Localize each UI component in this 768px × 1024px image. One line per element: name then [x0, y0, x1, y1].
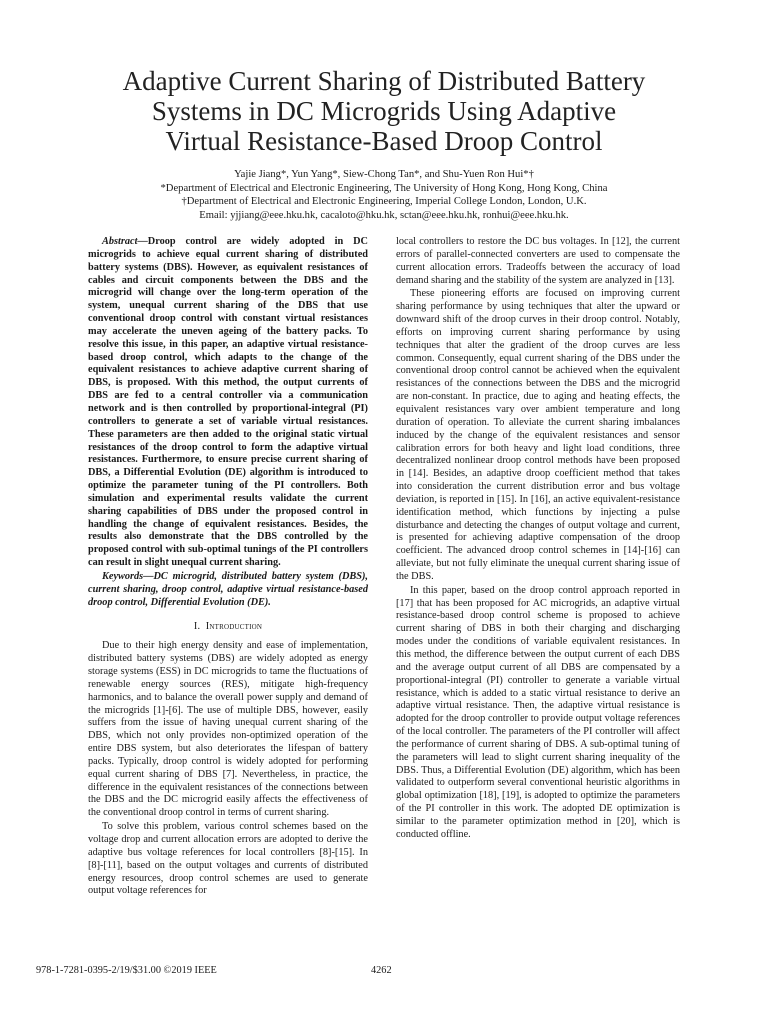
right-column [396, 236, 680, 843]
title-line: Adaptive Current Sharing of Distributed Battery [122, 66, 646, 96]
left-column [88, 236, 368, 899]
section-heading [88, 621, 368, 634]
section-title: Introduction [205, 621, 263, 633]
affiliation-imperial: †Department of Electrical and Electronic Engineering, Imperial College London, London, U.K. [181, 196, 587, 207]
body-paragraph: These pioneering efforts are focused on improving current sharing performance by using techniques that alter the upward or downward shift of the droop curves in their droop control. Notably, efforts on improving current sharing performance by using techniques that alter the gradient of the droop curves are less common. Consequently, equal current sharing of the DBS under the conventional droop control cannot be achieved when the equivalent resistances of the connections between the DBS and the microgrid are non-constant. In practice, due to aging and heating effects, the equivalent resistances vary over ambient temperature and long duration of operation. To alleviate the current sharing imbalances induced by the change of the equivalent resistances and sensor calibration errors for both heavy and light load conditions, three decentralized nonlinear droop control methods have been proposed in [14]. Besides, an adaptive droop coefficient method that takes into consideration the current distribution error and bus voltage deviation, is reported in [15]. In [16], an active equivalent-resistance identification method, which functions by injecting a pulse disturbance and detecting the changes of output voltage and current, is presented for achieving adaptive compensation of the droop coefficient. The advanced droop control schemes in [14]-[16] can alleviate, but not fully eliminate the unequal current sharing issue of the DBS. [396, 288, 680, 582]
affiliation-hku: *Department of Electrical and Electronic Engineering, The University of Hong Kong, Hong Kong, China [160, 182, 608, 194]
section-number: I. [193, 621, 201, 633]
keywords: Keywords—DC microgrid, distributed battery system (DBS), current sharing, droop control, adaptive virtual resistance-based droop control, Differential Evolution (DE). [88, 570, 368, 608]
abstract-lead: Abstract— [102, 236, 148, 247]
title-line: Virtual Resistance-Based Droop Control [165, 126, 603, 156]
body-paragraph: In this paper, based on the droop control approach reported in [17] that has been proposed for AC microgrids, an adaptive virtual resistance-based droop control scheme is proposed to achieve current sharing of DBS in both their charging and discharging modes under the conditions of variable equivalent resistances. In this method, the difference between the output current of each DBS and the average output current of all DBS are compensated by a proportional-integral (PI) controller to generate a variable virtual resistance, which is added to a static virtual resistance to derive an adaptive virtual resistance. Then, the adaptive virtual resistance is adopted for the droop controller to provide output voltage references of the local controller. The parameters of the PI controller will affect the performance of current sharing of DBS. A sub-optimal tuning of the parameters will lead to slight current sharing inequality of the DBS. Thus, a Differential Evolution (DE) algorithm, which has been validated to outperform several conventional heuristic algorithms in global optimization [18], [19], is adopted to optimize the parameters of the PI controller in this work. The adopted DE optimization is similar to the parameter optimization method in [20], which is conducted offline. [396, 584, 680, 840]
author-block [40, 168, 728, 222]
abstract [88, 236, 368, 570]
intro-paragraph: To solve this problem, various control schemes based on the voltage drop and current allocation errors are adopted to derive the adaptive bus voltage references for local controllers [8]-[15]. In [8]-[11], based on the output voltages and currents of distributed energy resources, droop control schemes are used to generate output voltage references for [88, 821, 368, 897]
abstract-body: Droop control are widely adopted in DC microgrids to achieve equal current sharing of distributed battery systems (DBS). However, as equivalent resistances of cables and circuit components between the DBS and the microgrid will change over the long-term operation of the system, unequal current sharing of the DBS that use conventional droop control with constant virtual resistances may accelerate the uneven ageing of the battery packs. To resolve this issue, in this paper, an adaptive virtual resistance-based droop control, which adapts to the change of the equivalent resistances to achieve adaptive current sharing of DBS, is proposed. With this method, the output currents of DBS are fed to a central controller via a communication network and is then controlled by proportional-integral (PI) controllers to generate a set of variable virtual resistances. These parameters are then added to the original static virtual resistances of the droop control to form the adaptive virtual resistances. Furthermore, to ensure precise current sharing of DBS, a Differential Evolution (DE) algorithm is introduced to optimize the parameter tuning of the PI controllers. Both simulation and experimental results validate the current sharing capabilities of DBS under the proposed control in handling the change of equivalent resistances. Besides, the results also demonstrate that the DBS controlled by the proposed control with sub-optimal tunings of the PI controllers can result in slight unequal current sharing. [88, 236, 368, 569]
footer-copyright: 978-1-7281-0395-2/19/$31.00 ©2019 IEEE [36, 965, 217, 976]
body-paragraph: local controllers to restore the DC bus voltages. In [12], the current errors of parallel-connected converters are used to compensate the current allocation errors. Tradeoffs between the accuracy of load demand sharing and the stability of the system are analyzed in [13]. [396, 236, 680, 286]
paper-title [40, 66, 728, 156]
page-number: 4262 [371, 965, 392, 976]
intro-paragraph: Due to their high energy density and ease of implementation, distributed battery systems (DBS) are widely adopted as energy storage systems (ESS) in DC microgrids to tame the fluctuations of renewable energy sources (RES), mitigate high-frequency harmonics, and to balance the overall power supply and demand of the microgrids [1]-[6]. The use of multiple DBS, however, easily suffers from the issue of having unequal current sharing of the DBS, which not only provides non-optimized operation of the entire DBS system, but also deteriorates the lifespan of battery packs. Typically, droop control is widely adopted for performing equal current sharing of DBS [7]. Nevertheless, in practice, the difference in the equivalent resistances of the connections between the DBS and the DC microgrid easily affects the effectiveness of the conventional droop control in terms of current sharing. [88, 640, 368, 819]
email-line: Email: yjjiang@eee.hku.hk, cacaloto@hku.hk, sctan@eee.hku.hk, ronhui@eee.hku.hk. [199, 209, 569, 221]
author-names: Yajie Jiang*, Yun Yang*, Siew-Chong Tan*, and Shu-Yuen Ron Hui*† [234, 169, 534, 180]
title-line: Systems in DC Microgrids Using Adaptive [151, 96, 617, 126]
